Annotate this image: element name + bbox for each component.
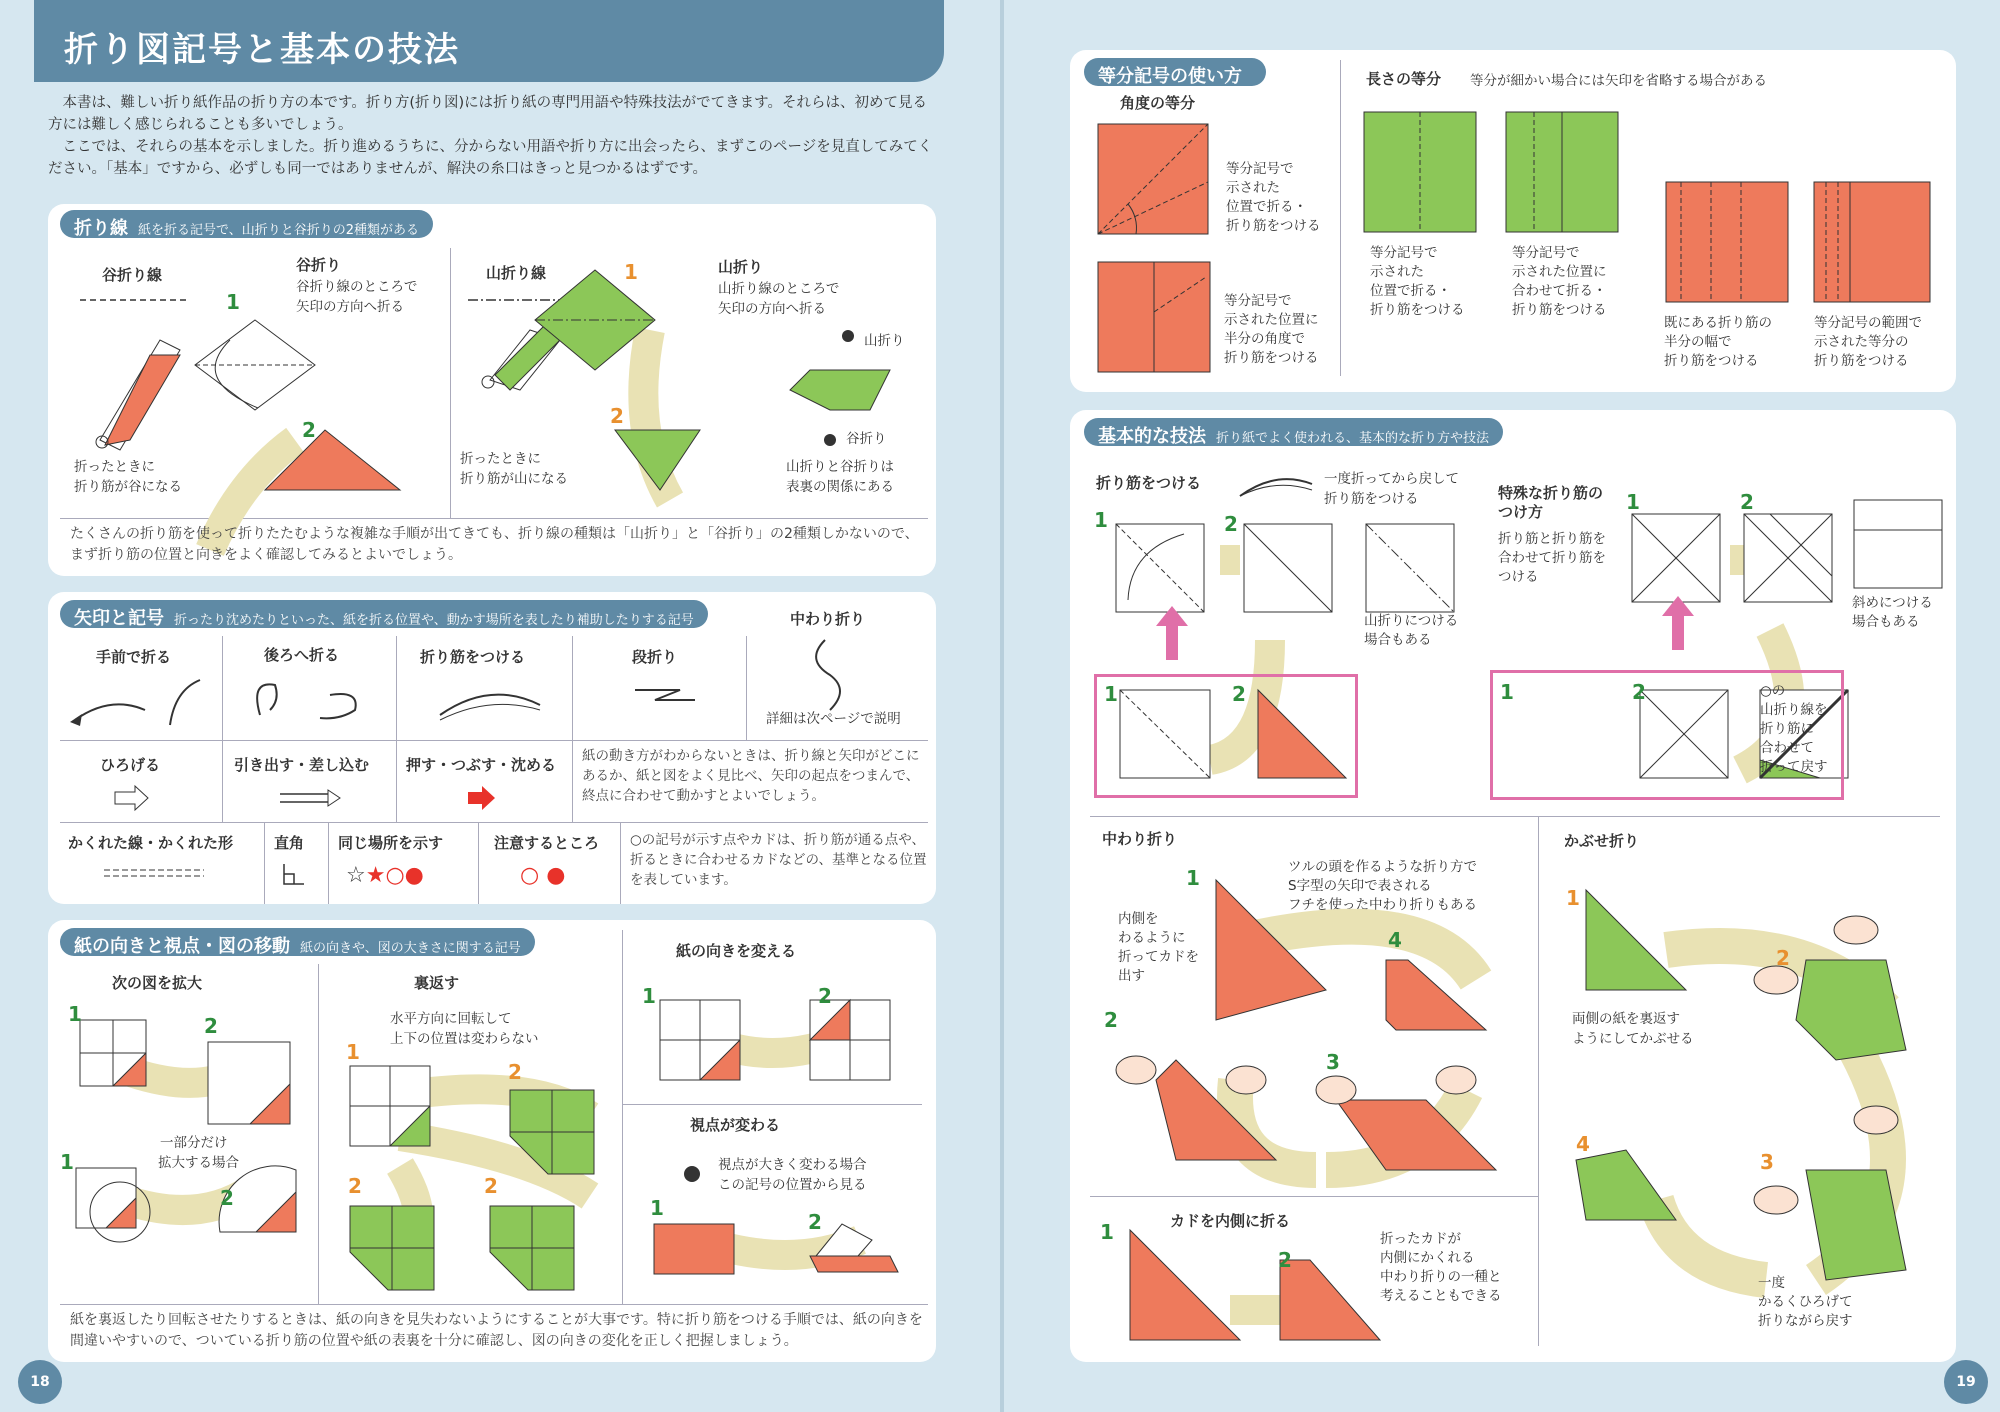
cover-fold-note: 一度 かるくひろげて 折りながら戻す (1758, 1275, 1853, 1329)
relation-note-2: 表裏の関係にある (786, 479, 894, 495)
page-number-right: 19 (1944, 1360, 1988, 1404)
arrow-inside-reverse-note: 詳細は次ページで説明 (766, 711, 901, 727)
arrows-label: 矢印と記号 折ったり沈めたりといった、紙を折る位置や、動かす場所を表したり補助したりする記号 (60, 600, 708, 628)
length-division-title: 長さの等分 (1366, 70, 1442, 88)
intro-paragraph-1: 本書は、難しい折り紙作品の折り方の本です。折り方(折り図)には折り紙の専門用語や特殊技法がでてきます。それらは、初めて見る方には難しく感じられることも多いでしょう。 (48, 95, 927, 133)
inside-reverse-title: 中わり折り (1102, 830, 1178, 848)
unfold-label: ひろげる (100, 756, 161, 774)
hidden-line-label: かくれた線・かくれた形 (68, 834, 234, 852)
special-crease-desc: 折り筋と折り筋を 合わせて折り筋を つける (1498, 531, 1606, 585)
intro-text (48, 92, 938, 180)
arrow-crease-label: 折り筋をつける (420, 648, 526, 666)
arrow-symbols-row1 (60, 670, 930, 740)
length-division-diagram (1362, 108, 1942, 248)
techniques-label: 基本的な技法 折り紙でよく使われる、基本的な折り方や技法 (1084, 418, 1503, 446)
arrow-front-label: 手前で折る (96, 648, 172, 666)
arrow-back-label: 後ろへ折る (264, 646, 340, 664)
inside-reverse-diagram (1096, 870, 1536, 1180)
flip-diagram (330, 1056, 620, 1296)
crease-highlight-box (1094, 674, 1358, 798)
cover-fold-title: かぶせ折り (1564, 832, 1640, 850)
mountain-desc-2: 矢印の方向へ折る (718, 301, 826, 317)
crease-desc-2: 折り筋をつける (1324, 491, 1419, 507)
corner-inside-title: カドを内側に折る (1170, 1212, 1291, 1230)
special-crease-title: 特殊な折り筋の つけ方 (1498, 484, 1604, 521)
orientation-footer: 紙を裏返したり回転させたりするときは、紙の向きを見失わないようにすることが大事です。特に折り筋をつける手順では、紙の向きを間違いやすいので、ついている折り筋の位置や紙の表裏を十分に確認し、図の向きの変化を正しく把握しましょう。 (70, 1312, 923, 1349)
flip-desc-2: 上下の位置は変わらない (390, 1031, 539, 1047)
mountain-note-1: 折ったときに (460, 451, 541, 467)
fold-lines-label: 折り線 紙を折る記号で、山折りと谷折りの2種類がある (60, 210, 433, 238)
valley-title: 谷折り線 (102, 266, 163, 284)
page-title: 折り図記号と基本の技法 (34, 0, 944, 82)
crease-desc-1: 一度折ってから戻して (1324, 471, 1459, 487)
same-place-symbols: ☆★○● (346, 863, 424, 888)
diagonal-note: 斜めにつける 場合もある (1852, 595, 1933, 630)
cover-fold-desc-1: 両側の紙を裏返す (1572, 1011, 1680, 1027)
enlarge-label: 次の図を拡大 (112, 974, 203, 992)
viewpoint-diagram (640, 1160, 920, 1280)
cover-fold-desc-2: ようにしてかぶせる (1572, 1031, 1694, 1047)
arrow-symbols-row2 (100, 784, 500, 814)
arrows-hint: 紙の動き方がわからないときは、折り線と矢印がどこにあるか、紙と図をよく見比べ、矢印の起点をつまんで、終点に合わせて動かすとよいでしょう。 (582, 748, 920, 804)
arrow-inside-reverse-label: 中わり折り (790, 610, 866, 628)
valley-name: 谷折り (296, 256, 342, 274)
angle-division-title: 角度の等分 (1120, 94, 1196, 112)
length-division-sub: 等分が細かい場合には矢印を省略する場合がある (1470, 73, 1767, 89)
crease-arrow-symbol (1236, 470, 1316, 500)
valley-desc-1: 谷折り線のところで (296, 279, 418, 295)
arrow-pleat-label: 段折り (632, 648, 678, 666)
mountain-crease-note: 山折りにつける 場合もある (1364, 613, 1459, 648)
mountain-note-2: 折り筋が山になる (460, 471, 568, 487)
circle-mark-note: ○の記号が示す点やカドは、折り筋が通る点や、折るときに合わせるカドなどの、基準となる位置を表しています。 (630, 832, 927, 888)
mountain-yamaori-label: 山折り (864, 333, 905, 349)
right-angle-label: 直角 (274, 834, 305, 852)
page-number-left: 18 (18, 1360, 62, 1404)
hidden-line-sample (104, 868, 204, 880)
length-desc-2: 等分記号で 示された位置に 合わせて折る・ 折り筋をつける (1512, 245, 1607, 318)
attention-symbols: ○ ● (520, 863, 566, 888)
fold-lines-footer: たくさんの折り筋を使って折りたたむような複雑な手順が出てきても、折り線の種類は「山折り」と「谷折り」の2種類しかないので、まず折り筋の位置と向きをよく確認してみるとよいでしょう。 (70, 526, 919, 563)
rotate-label: 紙の向きを変える (676, 942, 797, 960)
division-label: 等分記号の使い方 (1084, 58, 1266, 86)
rotate-diagram (640, 980, 920, 1090)
intro-paragraph-2: ここでは、それらの基本を示しました。折り進めるうちに、分からない用語や折り方に出会ったら、まずこのページを見直してみてください。「基本」ですから、必ずしも同一ではありませんが、解決の糸口はきっと見つかるはずです。 (48, 139, 933, 177)
corner-inside-desc: 折ったカドが 内側にかくれる 中わり折りの一種と 考えることもできる (1380, 1231, 1502, 1304)
pull-insert-label: 引き出す・差し込む (234, 756, 370, 774)
angle-division-diagram (1096, 122, 1216, 372)
viewpoint-label: 視点が変わる (690, 1116, 781, 1134)
length-desc-4: 等分記号の範囲で 示された等分の 折り筋をつける (1814, 315, 1922, 369)
corner-inside-diagram (1110, 1220, 1390, 1350)
length-desc-3: 既にある折り筋の 半分の幅で 折り筋をつける (1664, 315, 1772, 369)
viewpoint-desc-1: 視点が大きく変わる場合 (718, 1157, 867, 1173)
valley-note-1: 折ったときに (74, 459, 155, 475)
push-sink-label: 押す・つぶす・沈める (406, 756, 557, 774)
angle-desc-2: 等分記号で 示された位置に 半分の角度で 折り筋をつける (1224, 293, 1319, 366)
relation-note-1: 山折りと谷折りは (786, 459, 894, 475)
circle-fold-note: ○の 山折り線を 折り筋に 合わせて 折って戻す (1760, 683, 1828, 775)
inside-step-1-desc: 内側を わるように 折ってカドを 出す (1118, 911, 1199, 984)
valley-desc-2: 矢印の方向へ折る (296, 299, 404, 315)
right-angle-symbol (282, 862, 306, 886)
mountain-title: 山折り線 (486, 264, 547, 282)
mountain-desc-1: 山折り線のところで (718, 281, 840, 297)
orientation-label: 紙の向きと視点・図の移動 紙の向きや、図の大きさに関する記号 (60, 928, 535, 956)
flip-label: 裏返す (414, 974, 460, 992)
cover-fold-diagram (1556, 870, 1946, 1340)
crease-title: 折り筋をつける (1096, 474, 1202, 492)
partial-enlarge-1: 一部分だけ (160, 1135, 228, 1151)
viewpoint-desc-2: この記号の位置から見る (718, 1177, 867, 1193)
flip-desc-1: 水平方向に回転して (390, 1011, 512, 1027)
angle-desc-1: 等分記号で 示された 位置で折る・ 折り筋をつける (1226, 161, 1321, 234)
valley-note-2: 折り筋が谷になる (74, 479, 182, 495)
enlarge-diagram (60, 1000, 310, 1240)
attention-label: 注意するところ (494, 834, 600, 852)
mountain-taniori-label: 谷折り (846, 431, 887, 447)
partial-enlarge-2: 拡大する場合 (158, 1155, 239, 1171)
length-desc-1: 等分記号で 示された 位置で折る・ 折り筋をつける (1370, 245, 1465, 318)
mountain-name: 山折り (718, 258, 764, 276)
same-place-label: 同じ場所を示す (338, 834, 444, 852)
inside-reverse-desc: ツルの頭を作るような折り方で S字型の矢印で表される フチを使った中わり折りもある (1288, 859, 1477, 913)
